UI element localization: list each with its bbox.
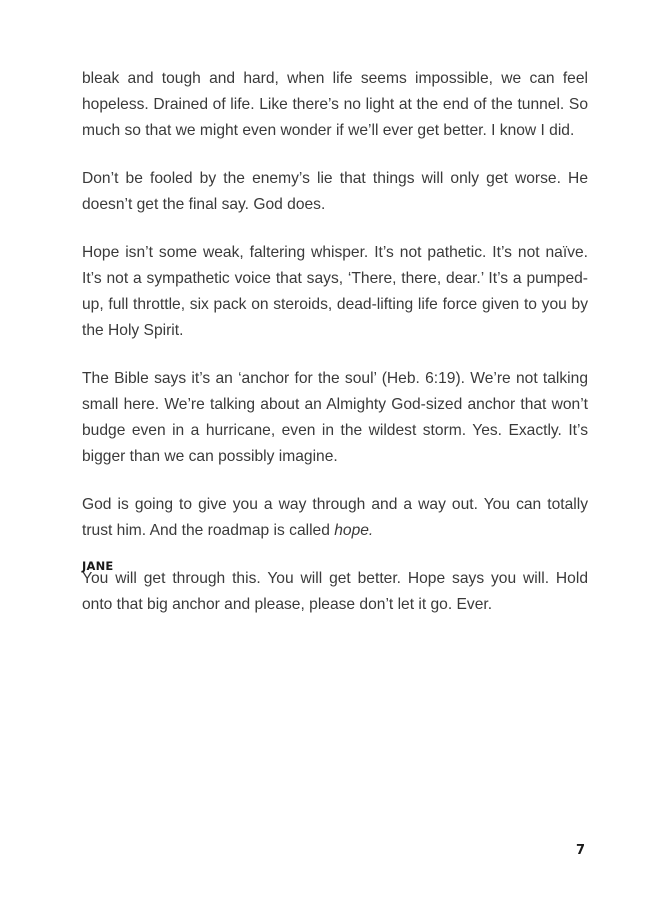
- paragraph-6: You will get through this. You will get better. Hope says you will. Hold onto that big anchor and please, please don’t let it go. Ever.: [82, 570, 588, 613]
- paragraph-5: [82, 492, 588, 544]
- paragraph-1: bleak and tough and hard, when life seems impossible, we can feel hopeless. Drained of life. Like there’s no light at the end of the tunnel. So much so that we might even wonder if we’ll ever get better. I know I did.: [82, 70, 588, 139]
- paragraph-3: Hope isn’t some weak, faltering whisper. It’s not pathetic. It’s not naïve. It’s not a sympathetic voice that says, ‘There, there, dear.’ It’s a pumped-up, full throttle, six pack on steroids, dead-lifting life force given to you by the Holy Spirit.: [82, 244, 588, 339]
- author-signature: JANE: [82, 559, 114, 573]
- body-text: [82, 66, 588, 640]
- paragraph-5-emphasis: hope.: [334, 522, 374, 539]
- paragraph-2: Don’t be fooled by the enemy’s lie that things will only get worse. He doesn’t get the final say. God does.: [82, 170, 588, 213]
- page-number: 7: [576, 843, 586, 858]
- paragraph-4: The Bible says it’s an ‘anchor for the soul’ (Heb. 6:19). We’re not talking small here. We’re talking about an Almighty God-sized anchor that won’t budge even in a hurricane, even in the wildest storm. Yes. Exactly. It’s bigger than we can possibly imagine.: [82, 370, 588, 465]
- paragraph-5-text: God is going to give you a way through and a way out. You can totally trust him. And the roadmap is called: [82, 496, 588, 539]
